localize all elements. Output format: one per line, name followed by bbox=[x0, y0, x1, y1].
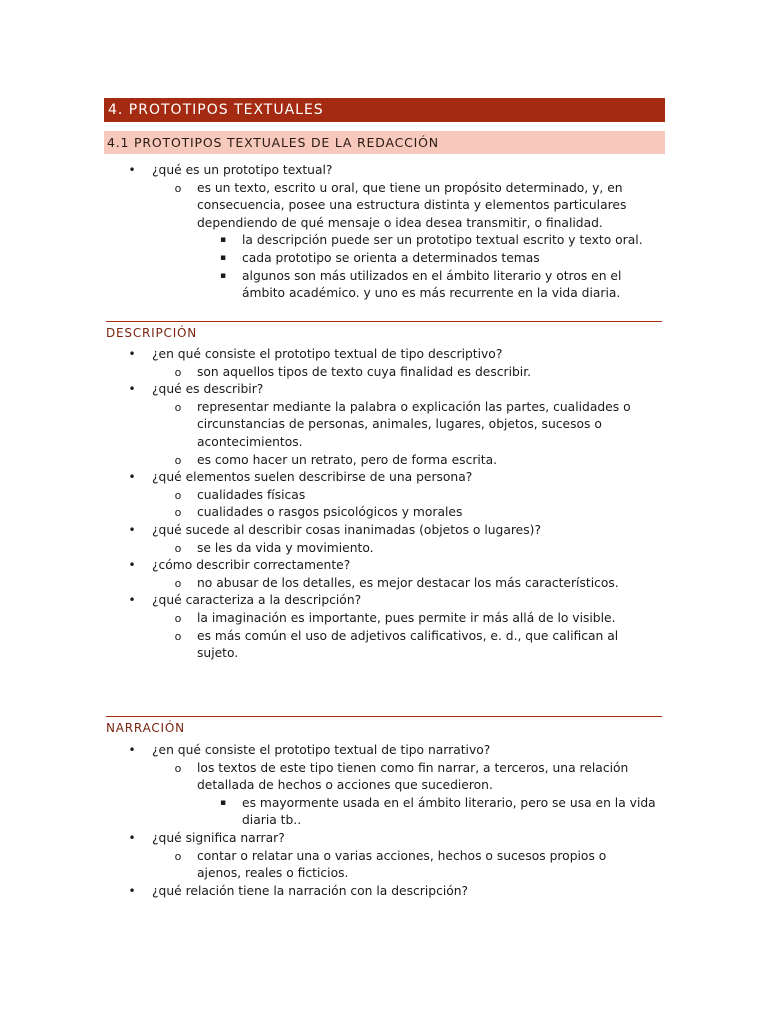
list-item-text: ¿en qué consiste el prototipo textual de tipo descriptivo? bbox=[152, 347, 503, 361]
list-item-text: cualidades físicas bbox=[197, 487, 306, 502]
list-item bbox=[0, 232, 657, 250]
list-item-text: no abusar de los detalles, es mejor destacar los más característicos. bbox=[197, 575, 619, 590]
list-item bbox=[0, 795, 657, 830]
bullet-marker: o bbox=[174, 611, 182, 625]
list-item bbox=[0, 628, 652, 663]
bullet-marker: o bbox=[174, 181, 182, 195]
bullet-marker: ▪ bbox=[219, 270, 227, 281]
list-item-text: cualidades o rasgos psicológicos y morales bbox=[197, 505, 463, 520]
intro-list bbox=[0, 162, 768, 303]
section-heading-descripcion: DESCRIPCIÓN bbox=[106, 321, 662, 342]
bullet-marker: ▪ bbox=[219, 252, 227, 263]
list-item-text: ¿qué es un prototipo textual? bbox=[152, 163, 333, 177]
list-item bbox=[0, 346, 652, 364]
bullet-marker: o bbox=[174, 849, 182, 863]
bullet-marker: • bbox=[128, 593, 136, 608]
bullet-marker: • bbox=[128, 382, 136, 397]
list-item bbox=[0, 268, 657, 303]
bullet-marker: o bbox=[174, 365, 182, 379]
list-item-text: son aquellos tipos de texto cuya finalidad es describir. bbox=[197, 364, 532, 379]
list-item bbox=[0, 452, 652, 470]
list-item-text: la imaginación es importante, pues permite ir más allá de lo visible. bbox=[197, 610, 616, 625]
list-item bbox=[0, 760, 652, 795]
list-item-text: contar o relatar una o varias acciones, hechos o sucesos propios o ajenos, reales o ficticios. bbox=[197, 848, 607, 881]
list-item bbox=[0, 883, 652, 901]
bullet-marker: o bbox=[174, 761, 182, 775]
list-item bbox=[0, 848, 652, 883]
list-item-text: ¿en qué consiste el prototipo textual de tipo narrativo? bbox=[152, 743, 491, 757]
list-item bbox=[0, 487, 652, 505]
list-item-text: es mayormente usada en el ámbito literario, pero se usa en la vida diaria tb.. bbox=[242, 795, 656, 828]
bullet-marker: o bbox=[174, 453, 182, 467]
list-item bbox=[0, 540, 652, 558]
bullet-marker: • bbox=[128, 883, 136, 898]
bullet-marker: o bbox=[174, 488, 182, 502]
list-item-text: los textos de este tipo tienen como fin narrar, a terceros, una relación detallada de hechos o acciones que sucedieron. bbox=[197, 760, 629, 793]
list-item-text: cada prototipo se orienta a determinados temas bbox=[242, 250, 540, 265]
bullet-marker: o bbox=[174, 576, 182, 590]
list-item-text: ¿cómo describir correctamente? bbox=[152, 558, 351, 573]
list-item bbox=[0, 364, 652, 382]
bullet-marker: ▪ bbox=[219, 235, 227, 246]
bullet-marker: • bbox=[128, 830, 136, 845]
bullet-marker: • bbox=[128, 470, 136, 485]
descripcion-list bbox=[0, 346, 768, 663]
list-item-text: es un texto, escrito u oral, que tiene un propósito determinado, y, en consecuencia, posee una estructura distinta y elementos particulares dependiendo de qué mensaje o idea desea transmitir, o finalidad. bbox=[197, 180, 627, 230]
list-item-text: ¿qué caracteriza a la descripción? bbox=[152, 593, 362, 608]
list-item bbox=[0, 162, 652, 180]
bullet-marker: o bbox=[174, 629, 182, 643]
list-item bbox=[0, 250, 657, 268]
list-item bbox=[0, 504, 652, 522]
bullet-marker: • bbox=[128, 347, 136, 361]
bullet-marker: • bbox=[128, 522, 136, 537]
list-item bbox=[0, 610, 652, 628]
bullet-marker: o bbox=[174, 541, 182, 555]
bullet-marker: • bbox=[128, 163, 136, 177]
list-item bbox=[0, 381, 652, 399]
list-item bbox=[0, 469, 652, 487]
list-item bbox=[0, 399, 652, 452]
list-item-text: algunos son más utilizados en el ámbito literario y otros en el ámbito académico. y uno es más recurrente en la vida diaria. bbox=[242, 268, 622, 301]
narracion-list bbox=[0, 742, 768, 900]
list-item-text: la descripción puede ser un prototipo textual escrito y texto oral. bbox=[242, 233, 643, 248]
list-item bbox=[0, 575, 652, 593]
list-item-text: representar mediante la palabra o explicación las partes, cualidades o circunstancias de personas, animales, lugares, objetos, sucesos o acontecimientos. bbox=[197, 399, 631, 449]
list-item-text: ¿qué elementos suelen describirse de una persona? bbox=[152, 470, 473, 485]
heading-1: 4. PROTOTIPOS TEXTUALES bbox=[104, 98, 665, 122]
heading-2: 4.1 PROTOTIPOS TEXTUALES DE LA REDACCIÓN bbox=[104, 131, 665, 154]
list-item bbox=[0, 557, 652, 575]
list-item bbox=[0, 592, 652, 610]
list-item bbox=[0, 522, 652, 540]
list-item-text: ¿qué relación tiene la narración con la descripción? bbox=[152, 883, 469, 898]
list-item-text: ¿qué sucede al describir cosas inanimadas (objetos o lugares)? bbox=[152, 522, 541, 537]
bullet-marker: o bbox=[174, 400, 182, 414]
bullet-marker: o bbox=[174, 506, 182, 520]
list-item bbox=[0, 830, 652, 848]
list-item-text: se les da vida y movimiento. bbox=[197, 540, 374, 555]
bullet-marker: ▪ bbox=[219, 797, 227, 808]
list-item-text: ¿qué significa narrar? bbox=[152, 830, 285, 845]
list-item-text: ¿qué es describir? bbox=[152, 382, 264, 397]
list-item bbox=[0, 742, 652, 760]
list-item-text: es como hacer un retrato, pero de forma escrita. bbox=[197, 452, 498, 467]
section-heading-narracion: NARRACIÓN bbox=[106, 716, 662, 737]
bullet-marker: • bbox=[128, 743, 136, 757]
list-item-text: es más común el uso de adjetivos calificativos, e. d., que califican al sujeto. bbox=[197, 628, 619, 661]
list-item bbox=[0, 180, 652, 233]
bullet-marker: • bbox=[128, 558, 136, 573]
